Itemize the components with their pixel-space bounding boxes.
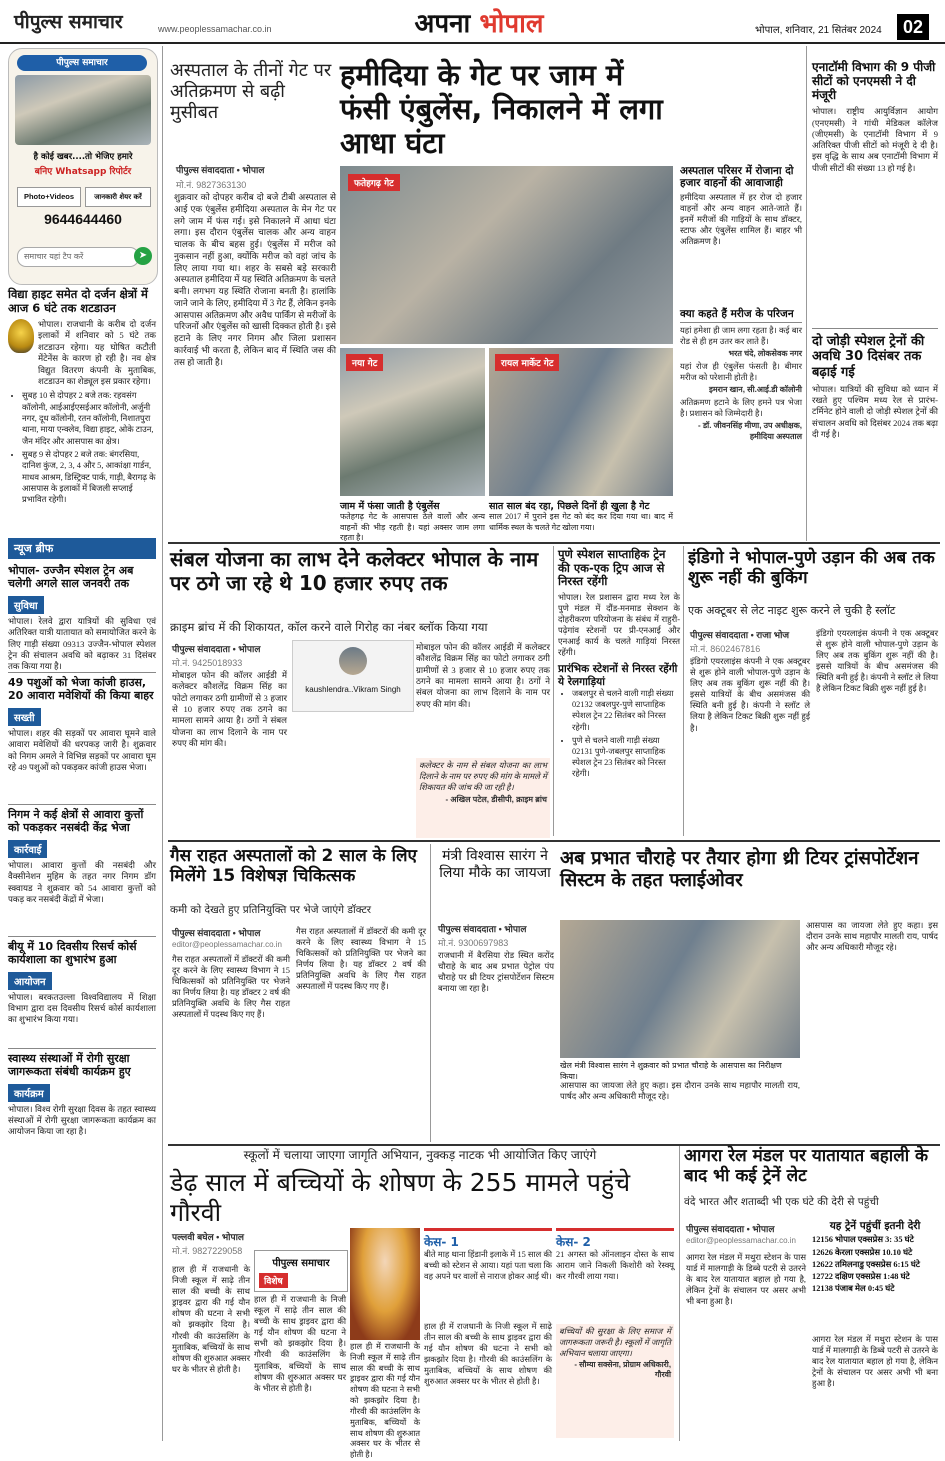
indigo-subhead: एक अक्टूबर से लेट नाइट शुरू करने ले चुकी है स्लॉट <box>688 604 896 617</box>
sambal-body-cont: मोबाइल फोन की कॉलर आईडी में कलेक्टर कौशलेंद्र विक्रम सिंह का फोटो लगाकर ठगी ग्रामीणों से 3 हजार से 10 हजार रुपए तक ठगने का मामला सामने आया है। ठगों ने संबल योजना का लाभ दिलाने के नाम पर रुपए की मांग की। <box>416 642 550 709</box>
news-brief-title: न्यूज ब्रीफ <box>8 538 156 559</box>
logo-text: पीपुल्स समाचार <box>272 1258 330 1269</box>
child-abuse-col-4: हाल ही में राजधानी के निजी स्कूल में साढ़े तीन साल की बच्ची के साथ ड्राइवर द्वारा की गई यौन शोषण की घटना ने सभी को झकझोर दिया है। गौरवी की काउंसलिंग के मुताबिक, बच्चियों के साथ शोषण की शुरुआत अक्सर घर के भीतर से होती है। <box>424 1322 552 1386</box>
special-trains-story <box>812 334 938 540</box>
brief-4-tag: आयोजन <box>8 972 52 990</box>
photo-caption-1: जाम में फंसा जाती है एंबुलेंस फतेहगढ़ गेट के आसपास ठेले वालों और अन्य वाहनों की भीड़ रहती है। यहां अक्सर जाम लगा रहता है। <box>340 501 485 543</box>
brief-5-tag: कार्यक्रम <box>8 1084 50 1102</box>
sambal-quote-by: - अखिल पटेल, डीसीपी, क्राइम ब्रांच <box>445 794 547 804</box>
minister-byline: पीपुल्स संवाददाता • भोपाल <box>438 924 527 934</box>
list-item: • सुबह 10 से दोपहर 2 बजे तक: रहवसंग कॉलोनी, आईआईएसईआर कॉलोनी, अर्जुनी नगर, दूध कॉलोनी, रतन कॉलोनी, निशातपुरा थाना, माया एन्क्लेव, विद्या हाइट, ओके टाउन, जैन मंदिर और आसपास का क्षेत्र। <box>22 390 156 447</box>
case-2-label: केस- 2 <box>556 1235 591 1249</box>
minister-headline-box <box>436 848 554 918</box>
brief-4-headline: बीयू में 10 दिवसीय रिसर्च कोर्स कार्यशाला का शुभारंभ हुआ <box>8 939 137 966</box>
quote-2-by: इमरान खान, सी.आई.डी कॉलोनी <box>708 385 802 395</box>
whatsapp-ad <box>8 48 158 285</box>
sambal-quote: कलेक्टर के नाम से संबल योजना का लाभ दिलाने के नाम पर रुपए की मांग के मामले में शिकायत की जांच की जा रही है। <box>419 761 547 792</box>
photo-new-gate <box>340 348 485 496</box>
gas-relief-body-cont: गैस राहत अस्पतालों में डॉक्टरों की कमी दूर करने के लिए स्वास्थ्य विभाग ने 15 चिकित्सकों को प्रतिनियुक्ति पर भेजने का निर्णय लिया है। यह डॉक्टर 2 वर्ष की प्रतिनियुक्ति अवधि के लिए गैस राहत अस्पतालों में पदस्थ किए गए हैं। <box>296 927 426 992</box>
power-headline: विद्या हाइट समेत दो दर्जन क्षेत्रों में आज 6 घंटे तक शटडाउन <box>8 287 148 315</box>
sambal-body: मोबाइल फोन की कॉलर आईडी में कलेक्टर कौशलेंद्र विक्रम सिंह का फोटो लगाकर ठगी ग्रामीणों से 3 हजार से 10 हजार रुपए तक ठगने का मामला सामने आया है। ठगों ने संबल योजना का लाभ दिलाने के नाम पर रुपए की मांग की। <box>172 670 287 749</box>
pune-train-story <box>558 548 680 836</box>
bulb-icon <box>8 319 34 353</box>
late-trains-list <box>812 1234 938 1295</box>
agra-body: आगरा रेल मंडल में मथुरा स्टेशन के पास यार्ड में मालगाड़ी के डिब्बे पटरी से उतरने के बाद रेल यातायात बहाल हो गया है, लेकिन ट्रेनों के संचालन पर असर अभी भी बना हुआ है। <box>686 1253 806 1307</box>
news-brief-column <box>8 538 156 1438</box>
caller-name: kaushlendra..Vikram Singh <box>305 685 401 694</box>
indigo-byline: पीपुल्स संवाददाता • राजा भोज <box>690 630 790 640</box>
flyover-headline: अब प्रभात चौराहे पर तैयार होगा थ्री टियर ट्रांसपोर्टेशन सिस्टम के तहत फ्लाईओवर <box>560 848 919 891</box>
lead-side-box <box>680 165 802 305</box>
power-cut-story <box>8 288 156 533</box>
send-icon[interactable]: ➤ <box>134 247 152 265</box>
gas-relief-byline: पीपुल्स संवाददाता • भोपाल <box>172 928 261 938</box>
indigo-headline: इंडिगो ने भोपाल-पुणे उड़ान की अब तक शुरू नहीं की बुकिंग <box>688 548 935 589</box>
ad-phone[interactable]: 9644644460 <box>44 211 122 227</box>
child-abuse-headline-box <box>170 1168 675 1227</box>
quote-3: अतिक्रमण हटाने के लिए हमने पत्र भेजा है। प्रशासन को जिम्मेदारी है। <box>680 398 802 419</box>
anatomy-story <box>812 60 938 326</box>
power-body: भोपाल। राजधानी के करीब दो दर्जन इलाकों में शनिवार को 5 घंटे तक शटडाउन रहेगा। यह घोषित कटौती मेंटेनेंस के कारण हो रही है। नव क्षेत्र विद्युत वितरण कंपनी के मुताबिक, शटडाउन का शेड्यूल इस प्रकार रहेगा। <box>38 319 156 386</box>
list-item: 12722 दक्षिण एक्सप्रेस 1:48 घंटे <box>812 1271 910 1281</box>
cancelled-trains <box>558 688 680 780</box>
child-abuse-col-3: हाल ही में राजधानी के निजी स्कूल में साढ़े तीन साल की बच्ची के साथ ड्राइवर द्वारा की गई यौन शोषण की घटना ने सभी को झकझोर दिया है। गौरवी की काउंसलिंग के मुताबिक, बच्चियों के साथ शोषण की शुरुआत अक्सर घर के भीतर से होती है। <box>350 1342 420 1460</box>
child-abuse-quote-by: - सौम्या सक्सेना, प्रोग्राम अधिकारी, गौरवी <box>574 1359 671 1379</box>
special-tag: विशेष <box>259 1273 288 1288</box>
side-body: हमीदिया अस्पताल में हर रोज दो हजार वाहनों और अन्य वाहन आते-जाते हैं। इनमें मरीजों की गाड़ियों के साथ डॉक्टर, स्टाफ और एंबुलेंस शामिल हैं। बाहर भी अतिक्रमण है। <box>680 192 802 247</box>
lead-kicker: अस्पताल के तीनों गेट पर अतिक्रमण से बढ़ी मुसीबत <box>170 60 332 124</box>
list-item: 12138 पंजाब मेल 0:45 घंटे <box>812 1284 895 1294</box>
ad-text-2: बनिए Whatsapp रिपोर्टर <box>34 167 132 177</box>
lead-mobile: मो.नं. 9827363130 <box>176 180 247 190</box>
quote-1-by: भरत चंदे, लोकसेवक नगर <box>728 349 802 359</box>
agra-body-cont: आगरा रेल मंडल में मथुरा स्टेशन के पास यार्ड में मालगाड़ी के डिब्बे पटरी से उतरने के बाद रेल यातायात बहाल हो गया है, लेकिन ट्रेनों के संचालन पर असर अभी भी बना हुआ है। <box>812 1335 938 1389</box>
power-schedule <box>8 390 156 505</box>
photo-fatehgarh-gate <box>340 166 673 344</box>
special-trains-headline: दो जोड़ी स्पेशल ट्रेनों की अवधि 30 दिसंबर तक बढ़ाई गई <box>812 334 925 380</box>
indigo-mobile: मो.नं. 8602467816 <box>690 644 761 654</box>
list-item: • पुणे से चलने वाली गाड़ी संख्या 02131 पुणे-जबलपुर साप्ताहिक स्पेशल ट्रेन 23 सितंबर को निरस्त रहेगी। <box>572 735 680 780</box>
caller-id-screenshot <box>292 640 414 712</box>
sambal-byline: पीपुल्स संवाददाता • भोपाल <box>172 644 261 654</box>
photo-label: रायल मार्केट गेट <box>495 354 559 371</box>
gas-relief-headline: गैस राहत अस्पतालों को 2 साल के लिए मिलेंगे 15 विशेषज्ञ चिकित्सक <box>170 846 417 887</box>
agra-email[interactable]: editor@peoplessamachar.co.in <box>686 1236 796 1245</box>
flyover-headline-box <box>560 848 938 916</box>
section-title: अपना भोपाल <box>414 9 544 39</box>
sambal-col-3 <box>416 642 550 727</box>
brief-3-headline: निगम ने कई क्षेत्रों से आवारा कुत्तों को पकड़कर नसबंदी केंद्र भेजा <box>8 807 144 834</box>
brief-2-body: भोपाल। शहर की सड़कों पर आवारा घूमने वाले आवारा मवेशियों की धरपकड़ जारी है। शुक्रवार को निगम अमले ने विभिन्न सड़कों पर आवारा घूम रहे 49 पशुओं को पकड़कर कांजी हाउस भेजा। <box>8 727 156 772</box>
avatar <box>339 647 367 675</box>
agra-headline: आगरा रेल मंडल पर यातायात बहाली के बाद भी कई ट्रेनें लेट <box>684 1146 929 1187</box>
list-item: • जबलपुर से चलने वाली गाड़ी संख्या 02132 जबलपुर-पुणे साप्ताहिक स्पेशल ट्रेन 22 सितंबर को निरस्त रहेगी। <box>572 688 680 733</box>
gas-relief-subhead: कमी को देखते हुए प्रतिनियुक्ति पर भेजे जाएंगे डॉक्टर <box>170 904 372 916</box>
child-abuse-headline: डेढ़ साल में बच्चियों के शोषण के 255 मामले पहुंचे गौरवी <box>170 1168 631 1227</box>
child-abuse-kicker: स्कूलों में चलाया जाएगा जागृति अभियान, नुक्कड़ नाटक भी आयोजित किए जाएंगे <box>243 1148 597 1162</box>
case-1-label: केस- 1 <box>424 1235 459 1249</box>
brief-3-body: भोपाल। आवारा कुत्तों की नसबंदी और वैक्सीनेशन मुहिम के तहत नगर निगम डॉग स्क्वायड ने शुक्रवार को 54 आवारा कुत्तों को पकड़ कर नसबंदी केंद्रों में भेजा। <box>8 859 156 904</box>
anatomy-headline: एनाटॉमी विभाग की 9 पीजी सीटों को एनएमसी ने दी मंजूरी <box>812 60 936 103</box>
illustration-girl <box>350 1228 420 1340</box>
minister-headline: मंत्री विश्वास सारंग ने लिया मौके का जायजा <box>439 848 551 881</box>
minister-mobile: मो.नं. 9300697983 <box>438 938 509 948</box>
child-abuse-quote-box <box>556 1324 674 1438</box>
case-2 <box>556 1228 674 1321</box>
list-item: 12626 केरला एक्सप्रेस 10.10 घंटे <box>812 1247 913 1257</box>
lead-headline-box <box>340 58 675 162</box>
gas-relief-email[interactable]: editor@peoplessamachar.co.in <box>172 940 282 949</box>
flyover-body: आसपास का जायजा लेते हुए कहा। इस दौरान उनके साथ महापौर मालती राय, पार्षद और अन्य अधिकारी मौजूद रहे। <box>560 1081 800 1102</box>
side-headline: अस्पताल परिसर में रोजाना दो हजार वाहनों की आवाजाही <box>680 165 794 190</box>
case-2-body: 21 अगस्त को ऑनलाइन दोस्त के साथ आराम जाने निकली किशोरी को रेस्क्यू कर गौरवी लाया गया। <box>556 1250 674 1281</box>
ad-photo-button[interactable]: Photo+Videos <box>17 187 81 207</box>
ad-photo <box>15 75 151 145</box>
ad-message-input[interactable]: समाचार यहां टैप करें <box>17 247 139 267</box>
minister-body: राजधानी में बैरसिया रोड स्थित करोंद चौराहे के बाद अब प्रभात पेट्रोल पंप चौराहे पर थ्री टियर ट्रांसपोर्टेशन सिस्टम बनाया जा रहा है। <box>438 951 554 994</box>
brief-2-headline: 49 पशुओं को भेजा कांजी हाउस, 20 आवारा मवेशियों की किया बाहर <box>8 675 154 702</box>
agra-byline: पीपुल्स संवाददाता • भोपाल <box>686 1224 775 1234</box>
late-trains-box <box>812 1220 938 1330</box>
late-trains-title: यह ट्रेनें पहुंचीं इतनी देरी <box>829 1220 921 1232</box>
photo-caption-2: सात साल बंद रहा, पिछले दिनों ही खुला है गेट साल 2017 में पुराने इस गेट को बंद कर दिया गया था। बाद में धार्मिक स्थल के चलते गेट खोला गया। <box>489 501 673 532</box>
special-trains-body: भोपाल। यात्रियों की सुविधा को ध्यान में रखते हुए पश्चिम मध्य रेल से प्रारंभ-टर्मिनेट होने वाली दो जोड़ी स्पेशल ट्रेनों की संचालन अवधि को दिसंबर 2024 तक बढ़ा दी गई है। <box>812 383 938 439</box>
pune-train-body: भोपाल। रेल प्रशासन द्वारा मध्य रेल के पुणे मंडल में दौंड-मनमाड सेक्शन के दोहरीकरण परियोजना के संबंध में राहुरी-पढ़ेगांव स्टेशनों पर प्री-एनआई और एनआई कार्य के चलते गाड़ियां निरस्त रहेंगी। <box>558 592 680 658</box>
ad-info-button[interactable]: जानकारी शेयर करें <box>85 187 151 207</box>
lead-byline: पीपुल्स संवाददाता • भोपाल <box>176 165 265 175</box>
indigo-body-cont: इंडिगो एयरलाइंस कंपनी ने एक अक्टूबर से शुरू होने वाली भोपाल-पुणे उड़ान के लिए अब तक बुकिंग शुरू नहीं की है। इससे यात्रियों के बीच असमंजस की स्थिति बनी हुई है। कंपनी ने स्लॉट ले लिया है लेकिन टिकट बिक्री शुरू नहीं हुई है। <box>816 629 938 694</box>
list-item: 12622 तमिलनाडु एक्सप्रेस 6:15 घंटे <box>812 1259 920 1269</box>
brief-3-tag: कार्रवाई <box>8 840 47 858</box>
brief-1-body: भोपाल। रेलवे द्वारा यात्रियों की सुविधा एवं अतिरिक्त यात्री यातायात को समायोजित करने के लिए गाड़ी संख्या 09313 उज्जैन-भोपाल स्पेशल ट्रेन की संचालन अवधि को बढ़ाकर 31 दिसंबर तक किया गया है। <box>8 615 156 672</box>
brief-1-tag: सुविधा <box>8 596 44 614</box>
indigo-body: इंडिगो एयरलाइंस कंपनी ने एक अक्टूबर से शुरू होने वाली भोपाल-पुणे उड़ान के लिए अब तक बुकिंग शुरू नहीं की है। इससे यात्रियों के बीच असमंजस की स्थिति बनी हुई है। कंपनी ने स्लॉट ले लिया है लेकिन टिकट बिक्री शुरू नहीं हुई है। <box>690 657 810 733</box>
sambal-subhead: क्राइम ब्रांच में की शिकायत, कॉल करने वाले गिरोह का नंबर ब्लॉक किया गया <box>170 620 488 634</box>
brief-2-tag: सख्ती <box>8 708 41 726</box>
agra-headline-box <box>684 1146 939 1198</box>
child-abuse-body: हाल ही में राजधानी के निजी स्कूल में साढ़े तीन साल की बच्ची के साथ ड्राइवर द्वारा की गई यौन शोषण की घटना ने सभी को झकझोर दिया है। गौरवी की काउंसलिंग के मुताबिक, बच्चियों के साथ शोषण की शुरुआत अक्सर घर के भीतर से होती है। <box>172 1265 250 1374</box>
photo-label: नया गेट <box>346 354 383 371</box>
quote-2: यहां रोज ही एंबुलेंस फंसती है। बीमार मरीज को परेशानी होती है। <box>680 362 802 383</box>
lead-kicker-box <box>170 60 338 160</box>
case-1 <box>424 1228 552 1321</box>
gas-relief-headline-box <box>170 846 425 904</box>
flyover-photo <box>560 920 800 1058</box>
list-item: 12156 भोपाल एक्सप्रेस 3: 35 घंटे <box>812 1235 914 1245</box>
brief-4-body: भोपाल। बरकतउल्ला विश्वविद्यालय में शिक्षा विभाग द्वारा दस दिवसीय रिसर्च कोर्स कार्यशाला का शुभारंभ किया गया। <box>8 991 156 1025</box>
ad-brand: पीपुल्स समाचार <box>17 55 147 71</box>
gas-relief-body: गैस राहत अस्पतालों में डॉक्टरों की कमी दूर करने के लिए स्वास्थ्य विभाग ने 15 चिकित्सकों को प्रतिनियुक्ति पर भेजने का निर्णय लिया है। यह डॉक्टर 2 वर्ष की प्रतिनियुक्ति अवधि के लिए गैस राहत अस्पतालों में पदस्थ किए गए हैं। <box>172 955 290 1020</box>
sambal-headline-box <box>170 548 550 622</box>
brief-5-body: भोपाल। विश्व रोगी सुरक्षा दिवस के तहत स्वास्थ्य संस्थाओं में रोगी सुरक्षा जागरूकता कार्यक्रम का आयोजन किया जा रहा है। <box>8 1103 156 1137</box>
peoples-logo-box <box>254 1250 348 1292</box>
child-abuse-body-cont: हाल ही में राजधानी के निजी स्कूल में साढ़े तीन साल की बच्ची के साथ ड्राइवर द्वारा की गई यौन शोषण की घटना ने सभी को झकझोर दिया है। गौरवी की काउंसलिंग के मुताबिक, बच्चियों के साथ शोषण की शुरुआत अक्सर घर के भीतर से होती है। <box>254 1295 346 1393</box>
issue-date: भोपाल, शनिवार, 21 सितंबर 2024 <box>755 25 882 36</box>
brief-1-headline: भोपाल- उज्जैन स्पेशल ट्रेन अब चलेगी अगले साल जनवरी तक <box>8 564 134 590</box>
masthead-url[interactable]: www.peoplessamachar.co.in <box>158 24 272 34</box>
flyover-photo-caption: खेल मंत्री विश्वास सारंग ने शुक्रवार को प्रभात चौराहे के आसपास का निरीक्षण किया। <box>560 1061 782 1081</box>
agra-subhead: वंदे भारत और शताब्दी भी एक घंटे की देरी से पहुंची <box>684 1196 879 1208</box>
sambal-mobile: मो.नं. 9425018933 <box>172 658 243 668</box>
pune-train-headline: पुणे स्पेशल साप्ताहिक ट्रेन की एक-एक ट्रिप आज से निरस्त रहेंगी <box>558 547 666 589</box>
sambal-quote-box <box>416 758 550 838</box>
photo-royal-market-gate <box>489 348 673 496</box>
sambal-headline: संबल योजना का लाभ देने कलेक्टर भोपाल के नाम पर ठगे जा रहे थे 10 हजार रुपए तक <box>170 547 539 595</box>
quote-1: यहां हमेशा ही जाम लगा रहता है। कई बार रोड से ही हम उतर कर लाते हैं। <box>680 326 802 347</box>
masthead <box>0 0 945 44</box>
brief-5-headline: स्वास्थ्य संस्थाओं में रोगी सुरक्षा जागरूकता संबंधी कार्यक्रम हुए <box>8 1051 131 1078</box>
anatomy-body: भोपाल। राष्ट्रीय आयुर्विज्ञान आयोग (एनएमसी) ने गांधी मेडिकल कॉलेज (जीएमसी) के एनाटॉमी विभाग में 9 अतिरिक्त पीजी सीटों को मंजूरी दे दी है। इस वृद्धि के साथ अब एनाटॉमी विभाग में पीजी सीटों की संख्या 13 हो गई है। <box>812 106 938 173</box>
ad-text-1: है कोई खबर....तो भेजिए हमारे <box>33 152 133 162</box>
lead-headline: हमीदिया के गेट पर जाम में फंसी एंबुलेंस, निकालने में लगा आधा घंटा <box>340 58 663 161</box>
masthead-logo: पीपुल्स समाचार <box>14 11 123 33</box>
indigo-headline-box <box>688 548 938 604</box>
case-1-body: बीते माह थाना हिंडानी इलाके में 15 साल की बच्ची को स्टेशन से आया। यहां पता चला कि वह अपने घर वालों से नाराज होकर आई थी। <box>424 1250 552 1281</box>
child-abuse-quote: बच्चियों की सुरक्षा के लिए समाज में जागरूकता जरूरी है। स्कूलों में जागृति अभियान चलाया जाएगा। <box>559 1327 671 1358</box>
pune-train-subhead: प्रारंभिक स्टेशनों से निरस्त रहेंगी ये रेलगाड़ियां <box>558 663 678 688</box>
child-abuse-mobile: मो.नं. 9827229058 <box>172 1246 243 1256</box>
quote-3-by: - डॉ. जीवनसिंह मीणा, उप अधीक्षक, हमीदिया अस्पताल <box>697 421 802 441</box>
flyover-body-side: आसपास का जायजा लेते हुए कहा। इस दौरान उनके साथ महापौर मालती राय, पार्षद और अन्य अधिकारी मौजूद रहे। <box>806 921 938 953</box>
patient-quotes <box>680 308 802 536</box>
quotes-heading: क्या कहते हैं मरीज के परिजन <box>680 308 802 323</box>
photo-label: फतेहगढ़ गेट <box>348 174 400 191</box>
list-item: • सुबह 9 से दोपहर 2 बजे तक: बंगरसिया, दानिश कुंज, 2, 3, 4 और 5, आकांक्षा गार्डन, माधव आश्रम, डिस्ट्रिक्ट पार्क, गाड़ी, बैरागढ़ के आसपास के इलाकों में बिजली सप्लाई प्रभावित रहेगी। <box>22 449 156 506</box>
lead-body: शुक्रवार को दोपहर करीब दो बजे टीबी अस्पताल से आई एक एंबुलेंस हमीदिया अस्पताल के मेन गेट पर लगे जाम में फंस गई। इसे निकालने में आधा घंटा लगा। इस दौरान एंबुलेंस चालक और अन्य वाहन चालक के बीच बहस हुई। एंबुलेंस में मरीज को नुकसान नहीं हुआ, क्योंकि मरीज को वहां जांच के लिए लाया गया था। शहर के सबसे बड़े सरकारी अस्पताल हमीदिया में यह स्थिति अतिक्रमण के चलते बनी। लगभग यह स्थिति रोजाना बनती है। हालांकि जाने जाने के लिए, हमीदिया में 3 गेट हैं, लेकिन इनके आसपास अतिक्रमण और अवैध पार्किंग से मरीजों के परिजनों और एंबुलेंस को खासी दिक्कत होती है। इसे हटाने के लिए नगर निगम और जिला प्रशासन कार्रवाई भी करता है, लेकिन बाद में स्थिति जस की तस हो जाती है। <box>174 192 336 367</box>
child-abuse-byline: पल्लवी बघेल • भोपाल <box>172 1232 245 1242</box>
page-number: 02 <box>897 14 929 40</box>
